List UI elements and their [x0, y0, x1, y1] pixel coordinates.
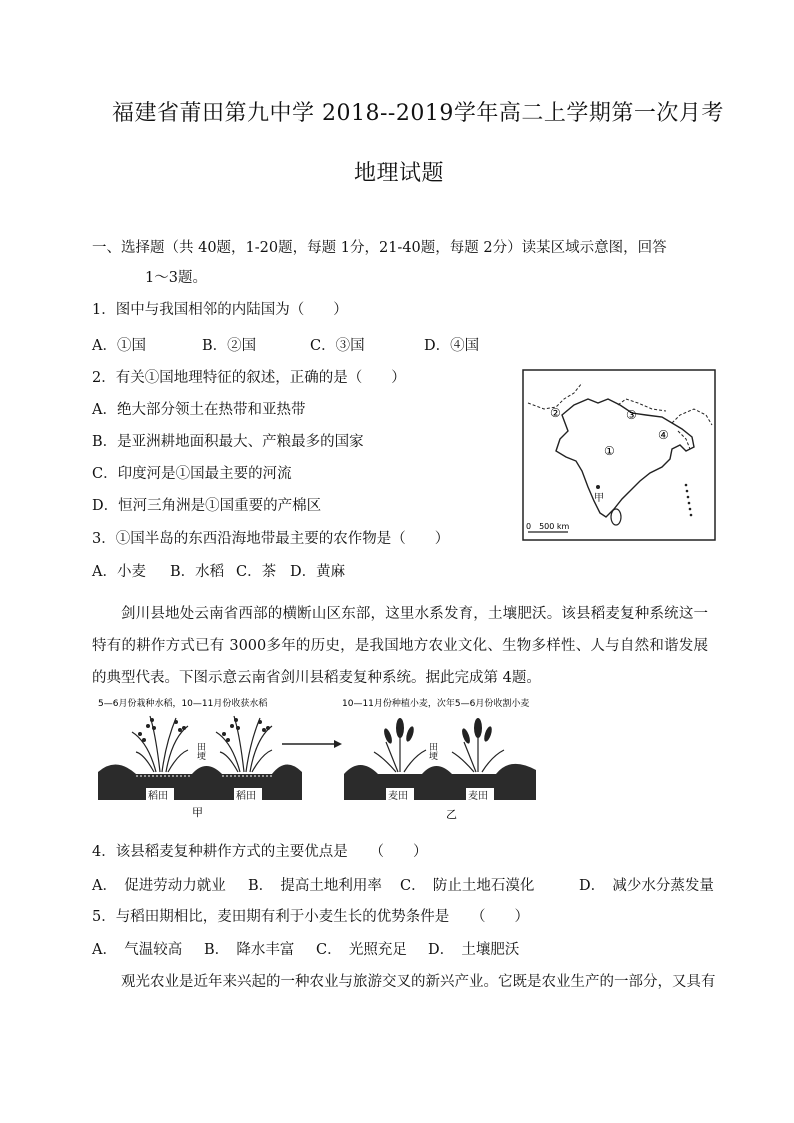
- question-4-option-b[interactable]: B． 提高土地利用率: [248, 878, 382, 894]
- rice-plant: [216, 716, 272, 772]
- arrow-head: [334, 740, 342, 748]
- question-1-option-a[interactable]: A．①国: [92, 338, 146, 354]
- wheat-label-1: 麦田: [388, 791, 408, 802]
- wheat-plant: [374, 738, 426, 772]
- question-2-option-c[interactable]: C．印度河是①国最主要的河流: [92, 466, 292, 482]
- field-ridge-label-left: 田埂: [195, 742, 205, 760]
- map-frame: [523, 370, 715, 540]
- wheat-ear: [460, 718, 493, 745]
- question-3-option-c[interactable]: C．茶: [236, 564, 277, 580]
- map-label-2: ②: [550, 406, 561, 420]
- question-2-option-a[interactable]: A．绝大部分领土在热带和亚热带: [92, 402, 306, 418]
- question-2-option-d[interactable]: D．恒河三角洲是①国重要的产棉区: [92, 498, 322, 514]
- section-intro: 一、选择题（共 40题，1-20题，每题 1分，21-40题，每题 2分）读某区域示意图，回答: [92, 240, 667, 256]
- city-dot: [596, 485, 600, 489]
- field-ridge-label-right: 田埂: [427, 742, 437, 760]
- question-2-stem: 2．有关①国地理特征的叙述，正确的是（ ）: [92, 370, 406, 386]
- question-5-option-b[interactable]: B． 降水丰富: [204, 942, 295, 958]
- question-4-stem: 4．该县稻麦复种耕作方式的主要优点是 （ ）: [92, 844, 428, 860]
- question-1-option-c[interactable]: C．③国: [310, 338, 365, 354]
- question-1-option-d[interactable]: D．④国: [424, 338, 480, 354]
- panel-right-label: 乙: [446, 808, 457, 821]
- wheat-label-2: 麦田: [468, 791, 488, 802]
- map-label-4: ④: [658, 428, 669, 442]
- wheat-ear: [382, 718, 415, 745]
- region-map: [522, 369, 716, 541]
- panel-left-label: 甲: [192, 806, 203, 819]
- question-5-option-d[interactable]: D． 土壤肥沃: [428, 942, 520, 958]
- section-intro-cont: 1～3题。: [145, 270, 207, 286]
- rice-label-1: 稻田: [148, 791, 168, 802]
- rice-grain: [222, 718, 270, 742]
- question-2-option-b[interactable]: B．是亚洲耕地面积最大、产粮最多的国家: [92, 434, 364, 450]
- rice-plant: [132, 716, 188, 772]
- question-1-option-b[interactable]: B．②国: [202, 338, 257, 354]
- map-label-jia: 甲: [594, 493, 604, 504]
- map-label-1: ①: [604, 444, 615, 458]
- question-1-stem: 1．图中与我国相邻的内陆国为（ ）: [92, 302, 348, 318]
- question-4-option-d[interactable]: D． 减少水分蒸发量: [579, 878, 714, 894]
- rice-wheat-figure: [96, 692, 542, 824]
- question-5-option-c[interactable]: C． 光照充足: [316, 942, 407, 958]
- wheat-plant: [452, 738, 504, 772]
- right-caption: 10—11月份种植小麦，次年5—6月份收割小麦: [342, 699, 530, 709]
- question-5-option-a[interactable]: A． 气温较高: [92, 942, 183, 958]
- left-caption: 5—6月份栽种水稻，10—11月份收获水稻: [98, 699, 268, 709]
- wheat-field-ground: [344, 764, 536, 800]
- page-subtitle: 地理试题: [354, 161, 445, 186]
- rice-grain: [138, 718, 186, 742]
- passage-rice-wheat: 剑川县地处云南省西部的横断山区东部，这里水系发育，土壤肥沃。该县稻麦复种系统这一特有的耕作方式已有 3000多年的历史，是我国地方农业文化、生物多样性、人与自然和谐发展的典型代表。下图示意云南省剑川县稻麦复种系统。据此完成第 4题。: [92, 606, 708, 686]
- question-3-option-a[interactable]: A．小麦: [92, 564, 146, 580]
- rice-field-ground: [98, 764, 302, 800]
- question-5-stem: 5．与稻田期相比，麦田期有利于小麦生长的优势条件是 （ ）: [92, 909, 529, 925]
- question-3-option-d[interactable]: D．黄麻: [290, 564, 346, 580]
- scale-label: 0 500 km: [526, 522, 570, 531]
- passage-tourism: 观光农业是近年来兴起的一种农业与旅游交叉的新兴产业。它既是农业生产的一部分，又具有: [121, 974, 716, 990]
- question-3-option-b[interactable]: B．水稻: [170, 564, 225, 580]
- question-4-option-a[interactable]: A． 促进劳动力就业: [92, 878, 226, 894]
- page-title: 福建省莆田第九中学 2018--2019学年高二上学期第一次月考: [112, 101, 724, 126]
- rice-label-2: 稻田: [236, 791, 256, 802]
- question-3-stem: 3．①国半岛的东西沿海地带最主要的农作物是（ ）: [92, 531, 450, 547]
- question-4-option-c[interactable]: C． 防止土地石漠化: [400, 878, 535, 894]
- map-label-3: ③: [626, 408, 637, 422]
